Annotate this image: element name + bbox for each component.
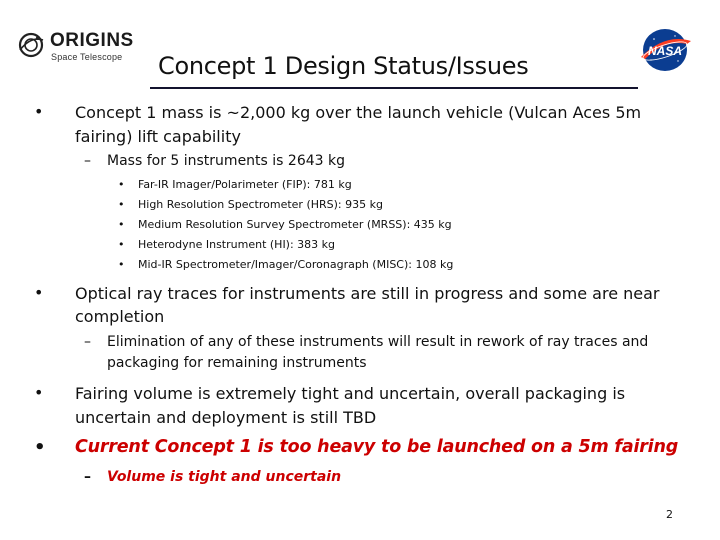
bullet-3-marker: •	[34, 383, 44, 402]
bullet-1-item-2: High Resolution Spectrometer (HRS): 935 kg	[138, 198, 383, 211]
bullet-1-item-3-dot: •	[118, 218, 125, 231]
page-number: 2	[666, 508, 673, 521]
bullet-1-item-1: Far-IR Imager/Polarimeter (FIP): 781 kg	[138, 178, 352, 191]
bullet-1-item-1-dot: •	[118, 178, 125, 191]
origins-logo-mark-icon	[16, 30, 46, 60]
bullet-2-text-line2: completion	[75, 307, 165, 326]
bullet-2-marker: •	[34, 283, 44, 302]
bullet-2-sub-text-line1: Elimination of any of these instruments will result in rework of ray traces and	[107, 334, 649, 350]
bullet-1-sub-text: Mass for 5 instruments is 2643 kg	[107, 153, 345, 169]
origins-logo-subtitle: Space Telescope	[51, 52, 123, 62]
bullet-1-item-5: Mid-IR Spectrometer/Imager/Coronagraph (MISC): 108 kg	[138, 258, 454, 271]
bullet-2-text-line1: Optical ray traces for instruments are still in progress and some are near	[75, 284, 660, 303]
bullet-3-text-line2: uncertain and deployment is still TBD	[75, 408, 377, 427]
bullet-1-item-2-dot: •	[118, 198, 125, 211]
bullet-1-item-5-dot: •	[118, 258, 125, 271]
bullet-4-marker: •	[34, 437, 46, 458]
bullet-1-item-4-dot: •	[118, 238, 125, 251]
bullet-2-sub-text-line2: packaging for remaining instruments	[107, 355, 367, 371]
bullet-1-item-4: Heterodyne Instrument (HI): 383 kg	[138, 238, 336, 251]
bullet-1-sub-dash: –	[84, 153, 91, 169]
bullet-2-sub-dash: –	[84, 334, 91, 350]
bullet-1-marker: •	[34, 102, 44, 121]
bullet-4-sub-dash: –	[84, 469, 91, 485]
bullet-4-sub-text: Volume is tight and uncertain	[107, 469, 342, 485]
bullet-4-text: Current Concept 1 is too heavy to be launched on a 5m fairing	[75, 437, 679, 457]
bullet-3-text-line1: Fairing volume is extremely tight and uncertain, overall packaging is	[75, 384, 626, 403]
slide-title: Concept 1 Design Status/Issues	[158, 52, 529, 80]
bullet-1-text-line2: fairing) lift capability	[75, 127, 241, 146]
bullet-1-item-3: Medium Resolution Survey Spectrometer (MRSS): 435 kg	[138, 218, 452, 231]
nasa-logo-icon	[637, 27, 693, 73]
nasa-logo-text: NASA	[647, 44, 683, 58]
origins-logo-word: ORIGINS	[50, 30, 134, 51]
origins-logo	[16, 28, 146, 68]
title-underline	[150, 87, 638, 89]
bullet-1-text-line1: Concept 1 mass is ~2,000 kg over the launch vehicle (Vulcan Aces 5m	[75, 103, 642, 122]
